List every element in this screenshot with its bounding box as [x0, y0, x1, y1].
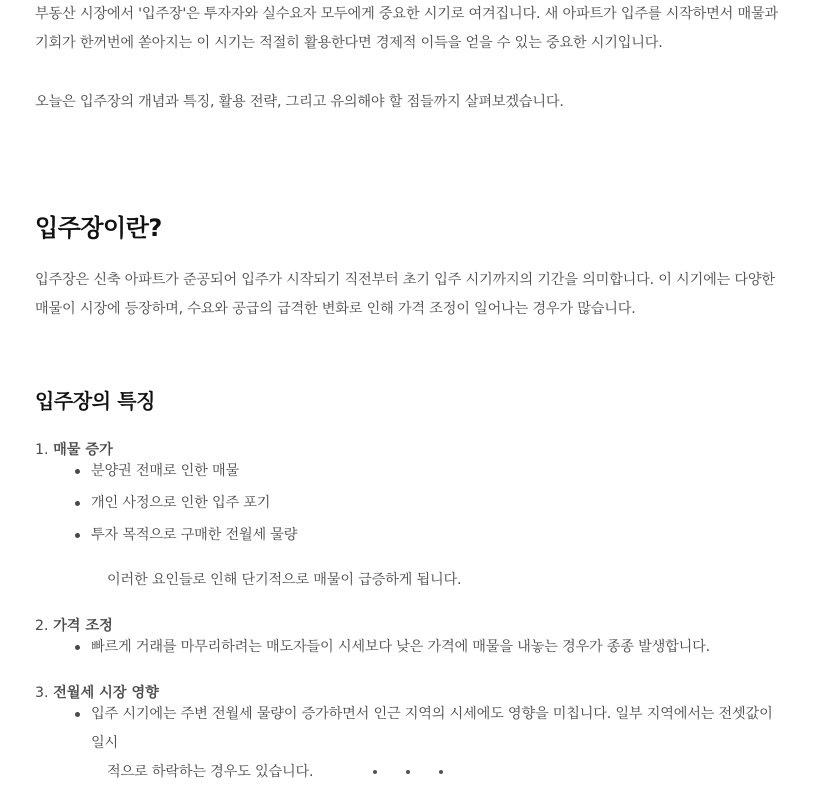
feature-2-bullet-list [75, 633, 775, 662]
feature-1-note: 이러한 요인들로 인해 단기적으로 매물이 급증하게 됩니다. [107, 572, 462, 588]
list-item-text-line-2: 적으로 하락하는 경우도 있습니다. [107, 764, 314, 780]
feature-1-bullet-list [75, 457, 775, 553]
feature-title: 매물 증가 [53, 442, 113, 458]
bullet-dot-icon [75, 469, 80, 474]
list-item-text: 개인 사정으로 인한 입주 포기 [91, 495, 271, 511]
divider-dot-icon [373, 770, 377, 774]
section-heading-features: 입주장의 특징 [35, 389, 156, 413]
feature-number: 2. [35, 618, 49, 634]
list-item [75, 633, 775, 662]
list-item-text: 분양권 전매로 인한 매물 [91, 463, 239, 479]
list-item [75, 489, 775, 518]
section-heading-what-is: 입주장이란? [35, 214, 162, 242]
list-item [75, 457, 775, 486]
bullet-dot-icon [75, 712, 80, 717]
definition-paragraph: 입주장은 신축 아파트가 준공되어 입주가 시작되기 직전부터 초기 입주 시기까지의 기간을 의미합니다. 이 시기에는 다양한 매물이 시장에 등장하며, 수요와 공급의 급격한 변화로 인해 가격 조정이 일어나는 경우가 많습니다. [35, 272, 775, 317]
bullet-dot-icon [75, 645, 80, 650]
section-divider-dots-icon [373, 770, 443, 776]
bullet-dot-icon [75, 533, 80, 538]
divider-dot-icon [406, 770, 410, 774]
feature-title: 가격 조정 [53, 618, 113, 634]
divider-dot-icon [439, 770, 443, 774]
feature-number: 3. [35, 685, 49, 701]
bullet-dot-icon [75, 501, 80, 506]
intro-paragraph: 부동산 시장에서 '입주장'은 투자자와 실수요자 모두에게 중요한 시기로 여겨집니다. 새 아파트가 입주를 시작하면서 매물과 기회가 한꺼번에 쏟아지는 이 시기는 적절히 활용한다면 경제적 이득을 얻을 수 있는 중요한 시기입니다. [35, 6, 778, 51]
list-item-text: 빠르게 거래를 마무리하려는 매도자들이 시세보다 낮은 가격에 매물을 내놓는 경우가 종종 발생합니다. [91, 639, 710, 655]
feature-title: 전월세 시장 영향 [53, 685, 159, 701]
feature-number: 1. [35, 442, 49, 458]
list-item [75, 521, 775, 550]
intro-summary-paragraph: 오늘은 입주장의 개념과 특징, 활용 전략, 그리고 유의해야 할 점들까지 살펴보겠습니다. [35, 94, 564, 110]
list-item-text-line-1: 입주 시기에는 주변 전월세 물량이 증가하면서 인근 지역의 시세에도 영향을 미칩니다. 일부 지역에서는 전셋값이 일시 [91, 706, 773, 751]
list-item-text: 투자 목적으로 구매한 전월세 물량 [91, 527, 298, 543]
